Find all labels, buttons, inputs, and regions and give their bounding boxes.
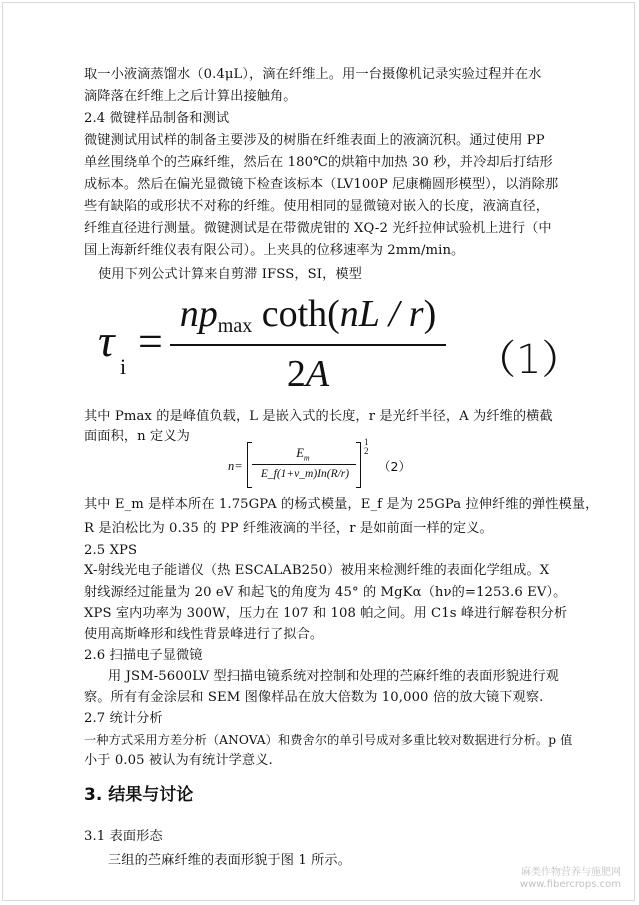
text-line: 三组的苎麻纤维的表面形貌于图 1 所示。 <box>108 853 351 868</box>
n-equals: n= <box>228 459 243 473</box>
subheading-2-7: 2.7 统计分析 <box>84 711 163 726</box>
text-line: 面面积，n 定义为 <box>84 429 190 444</box>
section-heading-3: 3. 结果与讨论 <box>84 785 194 805</box>
exp-denominator: 2 <box>364 446 369 456</box>
text-line: X-射线光电子能谱仪（热 ESCALAB250）被用来检测纤维的表面化学组成。X <box>84 563 550 578</box>
text-line: XPS 室内功率为 300W，压力在 107 和 108 帕之间。用 C1s 峰进行解卷积分析 <box>84 606 568 621</box>
text-line: 国上海新纤维仪表有限公司）。上夹具的位移速率为 2mm/min。 <box>84 243 465 258</box>
max-subscript: max <box>217 315 253 337</box>
equation-1-denominator <box>170 352 446 396</box>
equation-2 <box>228 437 428 496</box>
tau-symbol: τ <box>98 315 115 366</box>
watermark-title: 麻类作物营养与施肥网 <box>521 867 621 878</box>
coth-term: coth( <box>252 293 340 335</box>
text-line: 滴降落在纤维上之后计算出接触角。 <box>84 89 297 104</box>
text-line: 察。所有有金涂层和 SEM 图像样品在放大倍数为 10,000 倍的放大镜下观察. <box>84 690 544 705</box>
watermark <box>520 867 621 891</box>
text-line: 取一小液滴蒸馏水（0.4μL），滴在纤维上。用一台摄像机记录实验过程并在水 <box>84 67 542 82</box>
text-line: 纤维直径进行测量。微键测试是在带微虎钳的 XQ-2 光纤拉伸试验机上进行（中 <box>84 221 552 236</box>
text-line: R 是泊松比为 0.35 的 PP 纤维液滴的半径，r 是如前面一样的定义。 <box>84 521 493 536</box>
close-paren: ) <box>423 293 437 335</box>
text-line: 射线源经过能量为 20 eV 和起飞的角度为 45° 的 MgKα（hν的=1253.6 EV）。 <box>84 585 567 600</box>
watermark-url: www.fibercrops.com <box>519 879 621 890</box>
numerator-sub: m <box>303 453 310 463</box>
equation-1 <box>98 292 582 407</box>
equation-1-numerator <box>168 292 448 338</box>
text-line: 一种方式采用方差分析（ANOVA）和费舍尔的单引号成对多重比较对数据进行分析。p 值 <box>84 733 573 747</box>
text-line: 使用下列公式计算来自剪滞 IFSS，SI，模型 <box>98 267 362 282</box>
text-line: 小于 0.05 被认为有统计学意义. <box>84 753 273 768</box>
text-line: 其中 E_m 是样本所在 1.75GPA 的杨式模量，E_f 是为 25GPa 拉伸纤维的弹性模量， <box>84 497 599 512</box>
exp-numerator: 1 <box>364 437 369 447</box>
den-variable: A <box>305 353 330 395</box>
fraction-bar <box>252 464 356 465</box>
text-line: 单丝围绕单个的苎麻纤维，然后在 180℃的烘箱中加热 30 秒，并冷却后打结形 <box>84 155 553 170</box>
coth-argument: nL / r <box>339 293 424 335</box>
subheading-3-1: 3.1 表面形态 <box>84 829 163 844</box>
tau-subscript: i <box>120 354 127 379</box>
numerator-E: E <box>296 446 304 460</box>
equation-2-denominator: E_f(1+ν_m)In(R/r) <box>260 468 350 480</box>
equation-2-number: （2） <box>378 459 411 474</box>
equation-1-number: （1） <box>476 337 582 383</box>
text-line: 成标本。然后在偏光显微镜下检查该标本（LV100P 尼康椭圆形模型），以消除那 <box>84 177 559 192</box>
text-line: 些有缺陷的或形状不对称的纤维。使用相同的显微镜对嵌入的长度，液滴直径， <box>84 199 550 214</box>
text-line: 用 JSM-5600LV 型扫描电镜系统对控制和处理的苎麻纤维的表面形貌进行观 <box>108 669 559 684</box>
np-term: np <box>179 293 218 335</box>
text-line: 使用高斯峰形和线性背景峰进行了拟合。 <box>84 627 324 642</box>
den-number: 2 <box>286 353 306 395</box>
text-line: 其中 Pmax 的是峰值负载，L 是嵌入式的长度，r 是光纤半径，A 为纤维的横截 <box>84 409 553 424</box>
equation-2-numerator <box>250 446 356 463</box>
text-line: 微键测试用试样的制备主要涉及的树脂在纤维表面上的液滴沉积。通过使用 PP <box>84 133 545 148</box>
equals-sign: = <box>138 317 163 366</box>
fraction-bar <box>170 344 446 346</box>
subheading-2-5: 2.5 XPS <box>84 543 138 558</box>
subheading-2-4: 2.4 微键样品制备和测试 <box>84 111 230 126</box>
subheading-2-6: 2.6 扫描电子显微镜 <box>84 648 203 663</box>
exponent-half <box>364 438 369 456</box>
